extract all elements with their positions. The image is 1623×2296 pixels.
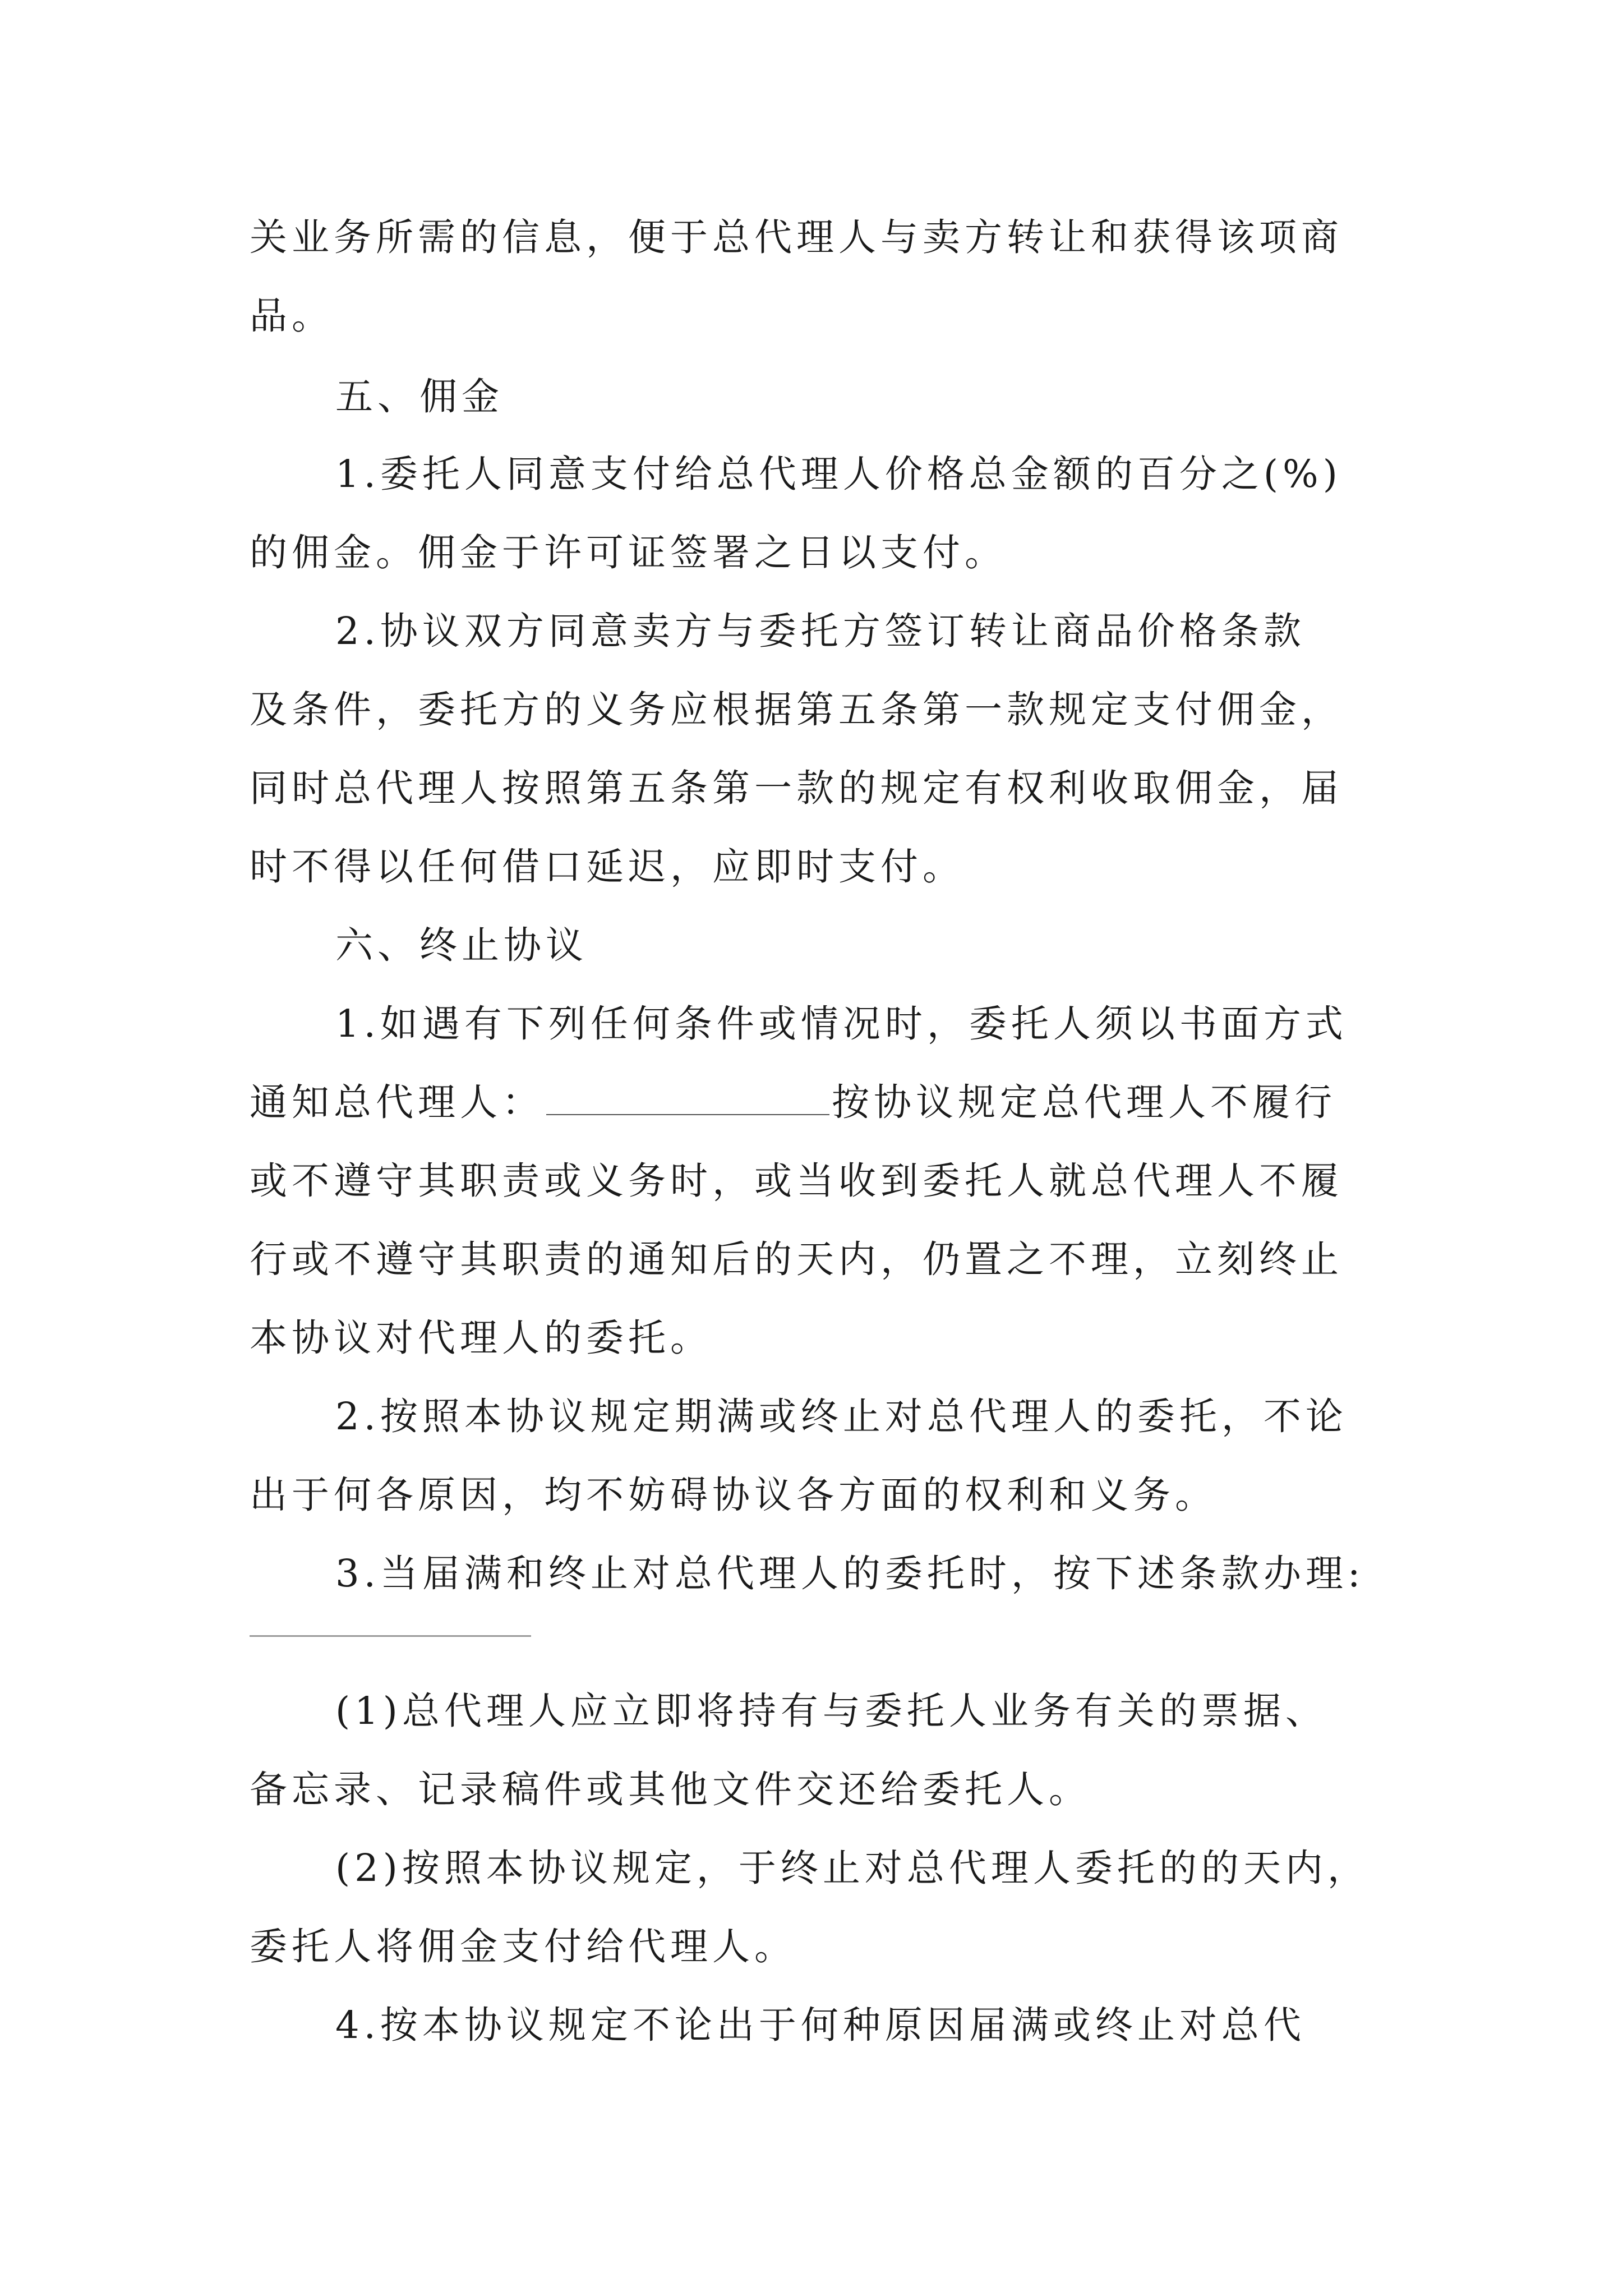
clause-5-2-line: 及条件，委托方的义务应根据第五条第一款规定支付佣金，: [250, 688, 1343, 731]
fill-in-blank: [546, 1080, 829, 1115]
clause-6-1-text-after-blank: 按协议规定总代理人不履行: [832, 1080, 1336, 1124]
section-heading-termination: 六、终止协议: [335, 923, 588, 967]
clause-5-2-line: 2.协议双方同意卖方与委托方签订转让商品价格条款: [335, 609, 1306, 653]
clause-6-1-text-before-blank: 通知总代理人：: [250, 1080, 544, 1124]
clause-6-1-line: 1.如遇有下列任何条件或情况时，委托人须以书面方式: [335, 1002, 1348, 1046]
section-heading-commission: 五、佣金: [335, 375, 504, 418]
clause-6-1-line: 行或不遵守其职责的通知后的天内，仍置之不理，立刻终止: [250, 1237, 1343, 1281]
clause-6-3-line: 3.当届满和终止对总代理人的委托时，按下述条款办理:: [335, 1552, 1365, 1595]
paragraph-line: 品。: [250, 294, 334, 338]
clause-6-4-line: 4.按本协议规定不论出于何种原因届满或终止对总代: [335, 2003, 1306, 2047]
clause-5-1-line: 1.委托人同意支付给总代理人价格总金额的百分之(%): [335, 452, 1342, 496]
clause-6-3-item-2-line: (2)按照本协议规定，于终止对总代理人委托的的天内，: [335, 1846, 1370, 1890]
clause-6-1-line: 或不遵守其职责或义务时，或当收到委托人就总代理人不履: [250, 1159, 1343, 1203]
clause-6-3-item-1-line: (1)总代理人应立即将持有与委托人业务有关的票据、: [335, 1689, 1327, 1733]
clause-6-1-line: [250, 1077, 1336, 1128]
clause-6-3-item-1-line: 备忘录、记录稿件或其他文件交还给委托人。: [250, 1768, 1091, 1811]
clause-6-1-line: 本协议对代理人的委托。: [250, 1316, 712, 1360]
clause-5-2-line: 时不得以任何借口延迟，应即时支付。: [250, 845, 965, 889]
clause-6-2-line: 2.按照本协议规定期满或终止对总代理人的委托，不论: [335, 1395, 1348, 1438]
clause-5-1-line: 的佣金。佣金于许可证签署之日以支付。: [250, 531, 1007, 574]
clause-6-3-item-2-line: 委托人将佣金支付给代理人。: [250, 1925, 796, 1968]
page-break-rule: [250, 1635, 531, 1637]
paragraph-line: 关业务所需的信息，便于总代理人与卖方转让和获得该项商: [250, 215, 1343, 259]
clause-6-2-line: 出于何各原因，均不妨碍协议各方面的权利和义务。: [250, 1473, 1217, 1517]
clause-5-2-line: 同时总代理人按照第五条第一款的规定有权利收取佣金，届: [250, 766, 1343, 810]
